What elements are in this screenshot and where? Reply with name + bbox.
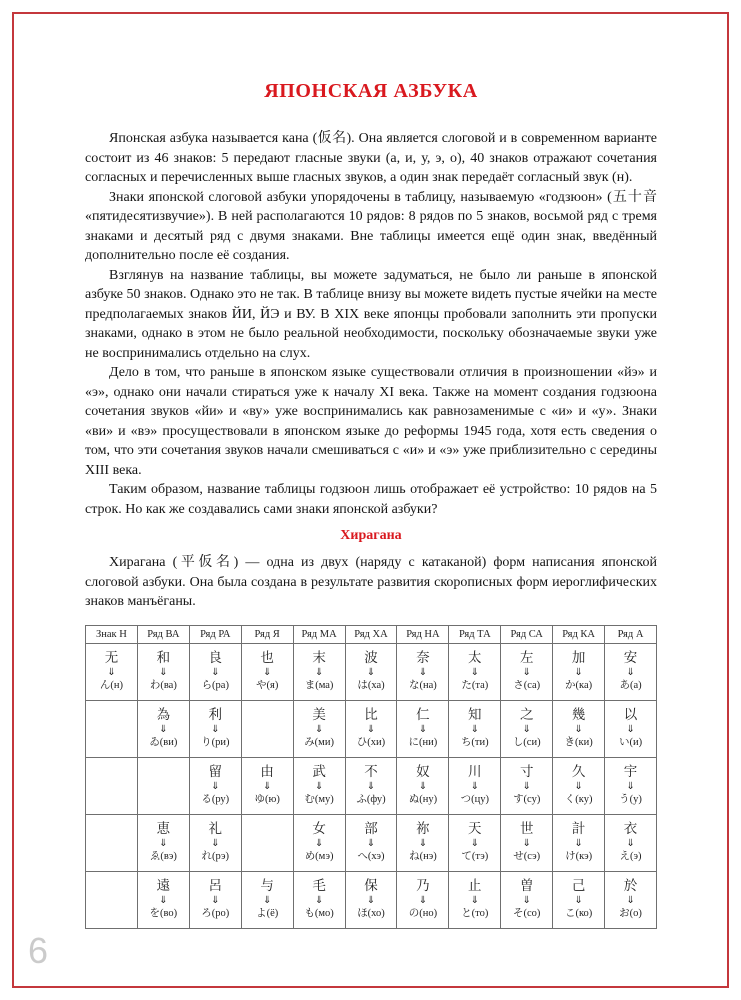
kana-reading: ん(н): [99, 680, 124, 691]
kana-reading: ち(ти): [460, 737, 489, 748]
kana-reading: た(та): [461, 680, 489, 691]
down-arrow-icon: ⇓: [470, 895, 479, 906]
origin-kanji: 己: [571, 878, 586, 893]
paragraph-history: Дело в том, что раньше в японском языке существовали отличия в произношении «йэ» и «э», однако они начали стираться уже к началу XI века. Также на момент создания годзюона сочетания звуков «йи» и «ву» уже воспринимались как равнозаменимые с «и» и «у». Знаки «ви» и «вэ» просуществовали в японском языке до реформы 1945 года, хотя есть сведения о том, что эти сочетания звуков начали смешиваться с «и» и «э» уже приблизительно с середины XIII века.: [85, 365, 657, 478]
down-arrow-icon: ⇓: [366, 895, 376, 906]
kana-cell: [501, 643, 553, 700]
kana-cell: [293, 871, 345, 928]
kana-cell: [345, 757, 397, 814]
kana-cell: [553, 757, 605, 814]
down-arrow-icon: ⇓: [574, 781, 583, 792]
kana-reading: す(су): [513, 794, 541, 805]
empty-cell: [86, 700, 138, 757]
origin-kanji: 知: [468, 707, 482, 722]
down-arrow-icon: ⇓: [211, 724, 220, 735]
down-arrow-icon: ⇓: [211, 667, 220, 678]
kana-reading: け(кэ): [565, 851, 593, 862]
kana-reading: り(ри): [201, 737, 230, 748]
paragraph-godzyuon: Знаки японской слоговой азбуки упорядочены в таблицу, называемую «годзюон» (五十音 «пятидесятизвучие»). В ней располагаются 10 рядов: 8 рядов по 5 знаков, восьмой ряд с тремя знаками и десятый ряд с двумя знаками. Вне таблицы имеется ещё один знак, введённый дополнительно после её создания.: [85, 189, 657, 263]
kana-cell: [293, 814, 345, 871]
table-header-cell: Знак Н: [86, 625, 138, 643]
kana-reading: ろ(ро): [201, 908, 230, 919]
down-arrow-icon: ⇓: [314, 667, 324, 678]
kana-cell: [501, 757, 553, 814]
kana-reading: そ(со): [513, 908, 541, 919]
down-arrow-icon: ⇓: [211, 895, 220, 906]
down-arrow-icon: ⇓: [366, 667, 376, 678]
origin-kanji: 計: [571, 821, 586, 836]
origin-kanji: 乃: [416, 878, 430, 893]
paragraph-empty-cells: Взглянув на название таблицы, вы можете задуматься, не было ли раньше в японской азбуке 50 знаков. Однако это не так. В таблице внизу вы можете видеть пустые ячейки на месте предполагаемых знаков ЙИ, ЙЭ и ВУ. В XIX веке японцы пробовали заполнить эти пропуски знаками, однако в этом не было реальной необходимости, поскольку обозначаемые звуки уже не воспринимались отдельно на слух.: [85, 267, 657, 361]
down-arrow-icon: ⇓: [211, 781, 220, 792]
table-row: [86, 871, 657, 928]
origin-kanji: 於: [623, 878, 638, 893]
kana-cell: [501, 700, 553, 757]
table-row: [86, 757, 657, 814]
kana-cell: [293, 700, 345, 757]
paragraph-summary: Таким образом, название таблицы годзюон лишь отображает её устройство: 10 рядов на 5 строк. Но как же создавались сами знаки японской азбуки?: [85, 482, 657, 517]
table-header-cell: Ряд Я: [241, 625, 293, 643]
kana-cell: [137, 814, 189, 871]
down-arrow-icon: ⇓: [574, 667, 583, 678]
empty-cell: [86, 871, 138, 928]
kana-cell: [241, 871, 293, 928]
kana-cell: [449, 643, 501, 700]
article-body: [85, 129, 657, 519]
table-row: [86, 814, 657, 871]
origin-kanji: 和: [156, 650, 171, 665]
origin-kanji: 之: [519, 707, 534, 722]
kana-reading: む(му): [304, 794, 334, 805]
origin-kanji: 宇: [623, 764, 638, 779]
kana-reading: う(у): [619, 794, 642, 805]
kana-cell: [605, 757, 657, 814]
kana-cell: [137, 643, 189, 700]
down-arrow-icon: ⇓: [159, 838, 168, 849]
origin-kanji: 奴: [416, 764, 430, 779]
down-arrow-icon: ⇓: [366, 781, 376, 792]
kana-cell: [605, 700, 657, 757]
origin-kanji: 安: [623, 650, 638, 665]
kana-cell: [397, 757, 449, 814]
origin-kanji: 恵: [156, 821, 171, 836]
down-arrow-icon: ⇓: [626, 838, 635, 849]
kana-cell: [189, 814, 241, 871]
kana-reading: よ(ё): [256, 908, 279, 919]
hiragana-section: [85, 553, 657, 612]
kana-reading: こ(ко): [564, 908, 593, 919]
kana-reading: や(я): [256, 680, 279, 691]
kana-reading: の(но): [408, 908, 438, 919]
origin-kanji: 末: [312, 650, 326, 665]
origin-kanji: 奈: [416, 650, 430, 665]
origin-kanji: 比: [364, 707, 378, 722]
down-arrow-icon: ⇓: [262, 895, 272, 906]
kana-reading: へ(хэ): [357, 851, 385, 862]
table-row: [86, 700, 657, 757]
down-arrow-icon: ⇓: [314, 838, 324, 849]
page-number: 6: [28, 930, 49, 971]
kana-cell: [605, 814, 657, 871]
origin-kanji: 呂: [208, 878, 223, 893]
kana-cell: [189, 871, 241, 928]
table-row: [86, 643, 657, 700]
origin-kanji: 左: [519, 650, 534, 665]
origin-kanji: 也: [260, 650, 274, 665]
kana-cell: [397, 871, 449, 928]
origin-kanji: 美: [312, 707, 326, 722]
kana-reading: て(тэ): [461, 851, 489, 862]
down-arrow-icon: ⇓: [470, 838, 479, 849]
origin-kanji: 礼: [208, 821, 223, 836]
kana-cell: [86, 643, 138, 700]
origin-kanji: 天: [468, 821, 482, 836]
table-header-cell: Ряд СА: [501, 625, 553, 643]
origin-kanji: 世: [519, 821, 534, 836]
table-body: [86, 643, 657, 928]
origin-kanji: 武: [312, 764, 326, 779]
down-arrow-icon: ⇓: [470, 724, 479, 735]
kana-reading: ま(ма): [304, 680, 334, 691]
origin-kanji: 保: [364, 878, 378, 893]
kana-reading: ゆ(ю): [254, 794, 280, 805]
down-arrow-icon: ⇓: [574, 895, 583, 906]
origin-kanji: 太: [468, 650, 482, 665]
kana-cell: [605, 643, 657, 700]
kana-reading: に(ни): [408, 737, 438, 748]
kana-cell: [345, 814, 397, 871]
kana-cell: [553, 643, 605, 700]
down-arrow-icon: ⇓: [314, 724, 324, 735]
kana-cell: [345, 643, 397, 700]
origin-kanji: 仁: [416, 707, 430, 722]
paragraph-hiragana: Хирагана (平仮名) — одна из двух (наряду с катаканой) форм написания японской слоговой азбуки. Она была создана в результате развития скорописных форм иероглифических знаков манъёганы.: [85, 555, 657, 609]
origin-kanji: 曽: [519, 878, 534, 893]
kana-reading: み(ми): [304, 737, 334, 748]
kana-cell: [137, 700, 189, 757]
kana-cell: [397, 814, 449, 871]
kana-reading: つ(цу): [460, 794, 489, 805]
kana-reading: ふ(фу): [356, 794, 386, 805]
kana-reading: と(то): [461, 908, 489, 919]
origin-kanji: 与: [260, 878, 274, 893]
kana-cell: [293, 643, 345, 700]
down-arrow-icon: ⇓: [418, 781, 428, 792]
kana-reading: ゑ(вэ): [149, 851, 177, 862]
origin-kanji: 祢: [416, 821, 430, 836]
hiragana-table: [85, 625, 657, 929]
kana-cell: [189, 757, 241, 814]
origin-kanji: 利: [208, 707, 223, 722]
origin-kanji: 衣: [623, 821, 638, 836]
origin-kanji: 无: [104, 650, 119, 665]
table-header-row: [86, 625, 657, 643]
kana-cell: [449, 757, 501, 814]
down-arrow-icon: ⇓: [366, 724, 376, 735]
down-arrow-icon: ⇓: [418, 895, 428, 906]
table-header-cell: Ряд А: [605, 625, 657, 643]
kana-reading: え(э): [619, 851, 642, 862]
empty-cell: [137, 757, 189, 814]
kana-cell: [345, 700, 397, 757]
origin-kanji: 不: [364, 764, 378, 779]
down-arrow-icon: ⇓: [626, 781, 635, 792]
down-arrow-icon: ⇓: [418, 667, 428, 678]
down-arrow-icon: ⇓: [262, 781, 272, 792]
empty-cell: [241, 700, 293, 757]
down-arrow-icon: ⇓: [366, 838, 376, 849]
origin-kanji: 為: [156, 707, 171, 722]
kana-cell: [293, 757, 345, 814]
section-subtitle-hiragana: Хирагана: [340, 528, 402, 543]
kana-reading: ぬ(ну): [408, 794, 438, 805]
table-header-cell: Ряд ВА: [137, 625, 189, 643]
kana-cell: [241, 757, 293, 814]
kana-reading: ゐ(ви): [149, 737, 178, 748]
origin-kanji: 止: [468, 878, 482, 893]
kana-reading: を(во): [149, 908, 178, 919]
kana-cell: [189, 700, 241, 757]
empty-cell: [241, 814, 293, 871]
empty-cell: [86, 814, 138, 871]
kana-cell: [345, 871, 397, 928]
kana-cell: [501, 871, 553, 928]
origin-kanji: 以: [623, 707, 638, 722]
down-arrow-icon: ⇓: [159, 667, 168, 678]
kana-reading: ほ(хо): [357, 908, 385, 919]
down-arrow-icon: ⇓: [522, 781, 531, 792]
down-arrow-icon: ⇓: [522, 667, 531, 678]
table-header-cell: Ряд ХА: [345, 625, 397, 643]
down-arrow-icon: ⇓: [262, 667, 272, 678]
down-arrow-icon: ⇓: [418, 838, 428, 849]
kana-reading: も(мо): [304, 908, 334, 919]
empty-cell: [86, 757, 138, 814]
kana-reading: く(ку): [564, 794, 593, 805]
table-header-cell: Ряд КА: [553, 625, 605, 643]
down-arrow-icon: ⇓: [522, 895, 531, 906]
origin-kanji: 寸: [519, 764, 534, 779]
kana-reading: る(ру): [201, 794, 230, 805]
kana-reading: か(ка): [565, 680, 593, 691]
kana-cell: [501, 814, 553, 871]
kana-cell: [553, 871, 605, 928]
down-arrow-icon: ⇓: [470, 781, 479, 792]
kana-cell: [397, 700, 449, 757]
kana-reading: は(ха): [357, 680, 385, 691]
kana-reading: さ(са): [513, 680, 541, 691]
kana-cell: [137, 871, 189, 928]
origin-kanji: 遠: [156, 878, 171, 893]
kana-cell: [189, 643, 241, 700]
down-arrow-icon: ⇓: [522, 838, 531, 849]
kana-reading: れ(рэ): [201, 851, 230, 862]
kana-reading: き(ки): [564, 737, 593, 748]
kana-cell: [605, 871, 657, 928]
down-arrow-icon: ⇓: [418, 724, 428, 735]
origin-kanji: 女: [312, 821, 326, 836]
down-arrow-icon: ⇓: [314, 781, 324, 792]
kana-reading: ら(ра): [201, 680, 229, 691]
origin-kanji: 由: [260, 764, 274, 779]
kana-cell: [241, 643, 293, 700]
kana-reading: お(о): [619, 908, 642, 919]
origin-kanji: 波: [364, 650, 378, 665]
origin-kanji: 加: [571, 650, 586, 665]
origin-kanji: 良: [208, 650, 223, 665]
origin-kanji: 部: [364, 821, 378, 836]
origin-kanji: 久: [571, 764, 586, 779]
down-arrow-icon: ⇓: [626, 895, 635, 906]
kana-reading: ひ(хи): [356, 737, 386, 748]
kana-cell: [449, 700, 501, 757]
page-title: ЯПОНСКАЯ АЗБУКА: [264, 80, 478, 102]
down-arrow-icon: ⇓: [522, 724, 531, 735]
kana-cell: [449, 871, 501, 928]
down-arrow-icon: ⇓: [626, 667, 635, 678]
origin-kanji: 留: [208, 764, 223, 779]
page-content: [85, 0, 657, 929]
down-arrow-icon: ⇓: [470, 667, 479, 678]
kana-reading: な(на): [409, 680, 437, 691]
kana-cell: [553, 700, 605, 757]
down-arrow-icon: ⇓: [107, 667, 116, 678]
down-arrow-icon: ⇓: [626, 724, 635, 735]
kana-cell: [553, 814, 605, 871]
table-header-cell: Ряд ТА: [449, 625, 501, 643]
table-header-cell: Ряд НА: [397, 625, 449, 643]
down-arrow-icon: ⇓: [574, 838, 583, 849]
paragraph-kana-intro: Японская азбука называется кана (仮名). Она является слоговой и в современном варианте состоит из 46 знаков: 5 передают гласные звуки (а, и, у, э, о), 40 знаков отражают сочетания согласных и перечисленных выше гласных звуков, а один знак передаёт согласный звук (н).: [85, 131, 657, 185]
kana-reading: め(мэ): [304, 851, 334, 862]
down-arrow-icon: ⇓: [159, 724, 168, 735]
origin-kanji: 幾: [571, 707, 586, 722]
kana-reading: い(и): [618, 737, 643, 748]
down-arrow-icon: ⇓: [314, 895, 324, 906]
down-arrow-icon: ⇓: [159, 895, 168, 906]
down-arrow-icon: ⇓: [574, 724, 583, 735]
origin-kanji: 毛: [312, 878, 326, 893]
kana-reading: し(си): [512, 737, 541, 748]
kana-cell: [397, 643, 449, 700]
origin-kanji: 川: [468, 764, 482, 779]
kana-reading: せ(сэ): [513, 851, 541, 862]
table-header-cell: Ряд РА: [189, 625, 241, 643]
kana-reading: ね(нэ): [409, 851, 437, 862]
kana-cell: [449, 814, 501, 871]
table-header-cell: Ряд МА: [293, 625, 345, 643]
kana-reading: あ(а): [619, 680, 642, 691]
kana-reading: わ(ва): [149, 680, 177, 691]
down-arrow-icon: ⇓: [211, 838, 220, 849]
